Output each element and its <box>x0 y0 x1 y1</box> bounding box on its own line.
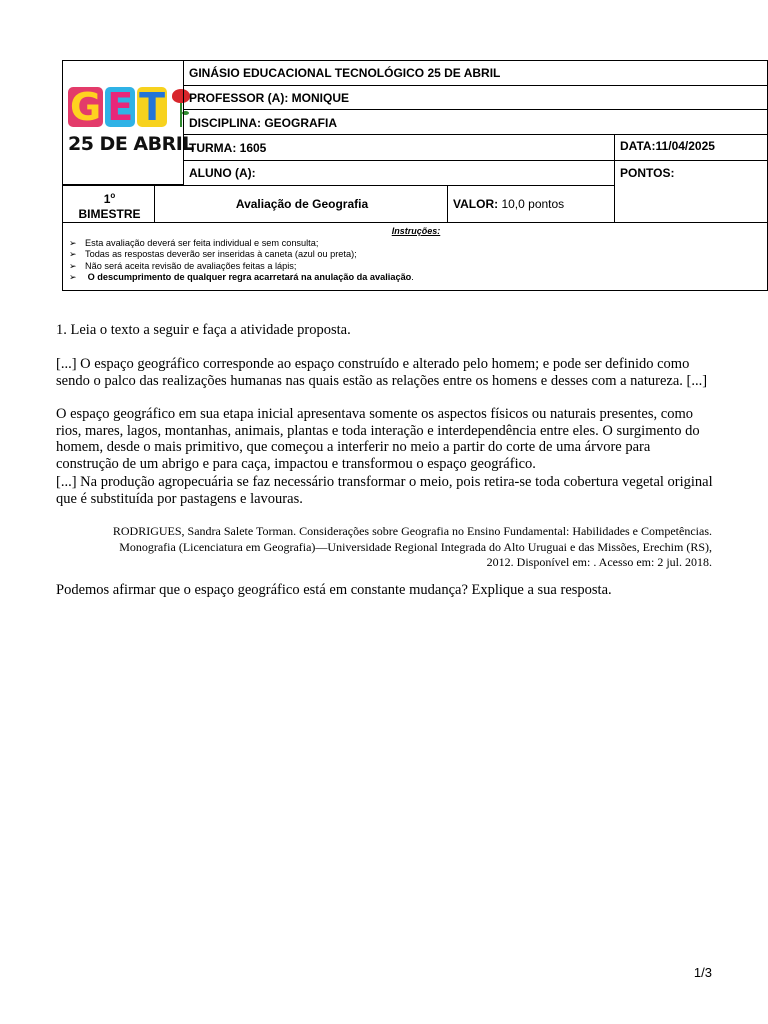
term-label <box>63 188 156 222</box>
question-prompt: Podemos afirmar que o espaço geográfico está em constante mudança? Explique a sua resposta. <box>56 582 612 598</box>
logo-cell <box>62 60 194 185</box>
citation-line: Monografia (Licenciatura em Geografia)—Universidade Regional Integrada do Alto Uruguai e das Missões, Erechim (RS), <box>119 539 712 554</box>
logo-letter-t: T <box>139 85 166 129</box>
citation-line: 2012. Disponível em: . Acesso em: 2 jul. 2018. <box>486 555 712 569</box>
professor-cell <box>183 85 768 110</box>
instructions-cell <box>62 222 768 291</box>
arrow-bullet-icon: ➢ <box>69 249 77 260</box>
discipline-name: DISCIPLINA: GEOGRAFIA <box>189 116 338 130</box>
student-label: ALUNO (A): <box>189 166 256 180</box>
arrow-bullet-icon: ➢ <box>69 260 77 271</box>
value-cell <box>447 185 615 223</box>
instructions-list <box>69 238 414 283</box>
carnation-icon <box>171 85 180 129</box>
question-title: 1. Leia o texto a seguir e faça a atividade proposta. <box>56 322 351 338</box>
instruction-item: ➢ O descumprimento de qualquer regra acarretará na anulação da avaliação. <box>69 271 414 282</box>
text-paragraph-2: O espaço geográfico em sua etapa inicial apresentava somente os aspectos físicos ou naturais presentes, como rios, mares, lagos, montanhas, animais, plantas e toda interação e interdependência entre eles. O surgimento do homem, desde o mais primitivo, que começou a interferir no meio a partir do corte de uma árvore para construção de um abrigo e para caça, impactou e transformou o espaço geográfico. <box>56 406 700 472</box>
school-logo <box>68 85 194 159</box>
term-ordinal: o <box>110 191 116 200</box>
arrow-bullet-icon: ➢ <box>69 238 77 248</box>
text-paragraph-1: [...] O espaço geográfico corresponde ao espaço construído e alterado pelo homem; e pode ser definido como sendo o palco das realizações humanas nas quais estão as relações entre os homens e desses com a natureza. [...] <box>56 356 708 389</box>
exam-date: DATA:11/04/2025 <box>620 139 715 153</box>
class-number: TURMA: 1605 <box>189 141 267 155</box>
student-cell[interactable] <box>183 160 615 186</box>
evaluation-cell <box>154 185 448 223</box>
professor-name: PROFESSOR (A): MONIQUE <box>189 91 350 105</box>
term-number: 1 <box>103 192 111 206</box>
instruction-item: ➢ Não será aceita revisão de avaliações feitas a lápis; <box>69 260 297 271</box>
term-text: BIMESTRE <box>78 207 141 221</box>
logo-letter-e: E <box>107 85 134 129</box>
citation-line: RODRIGUES, Sandra Salete Torman. Considerações sobre Geografia no Ensino Fundamental: Habilidades e Competências. <box>112 524 712 538</box>
instruction-item: ➢ Esta avaliação deverá ser feita individual e sem consulta; <box>69 238 319 248</box>
instructions-title: Instruções: <box>391 226 441 236</box>
points-cell[interactable] <box>614 160 768 223</box>
school-name-cell <box>183 60 768 86</box>
points-label: PONTOS: <box>620 166 675 180</box>
exam-header-table <box>62 60 768 291</box>
arrow-bullet-icon: ➢ <box>69 271 77 282</box>
logo-letter-g: G <box>70 85 102 129</box>
date-cell <box>614 134 768 161</box>
text-paragraph-3: [...] Na produção agropecuária se faz necessário transformar o meio, pois retira-se toda cobertura vegetal original que é substituída por pastagens e lavouras. <box>56 474 713 507</box>
value-label: VALOR: <box>453 197 499 211</box>
value-amount: 10,0 pontos <box>501 197 565 211</box>
evaluation-title: Avaliação de Geografia <box>235 197 369 211</box>
discipline-cell <box>183 109 768 135</box>
logo-subtitle: 25 DE ABRIL <box>68 133 194 155</box>
instruction-item: ➢ Todas as respostas deverão ser inseridas à caneta (azul ou preta); <box>69 249 357 260</box>
citation <box>32 524 712 571</box>
page-number: 1/3 <box>693 965 712 980</box>
class-cell <box>183 134 615 161</box>
term-cell <box>62 185 155 223</box>
school-name: GINÁSIO EDUCACIONAL TECNOLÓGICO 25 DE ABRIL <box>189 66 501 80</box>
